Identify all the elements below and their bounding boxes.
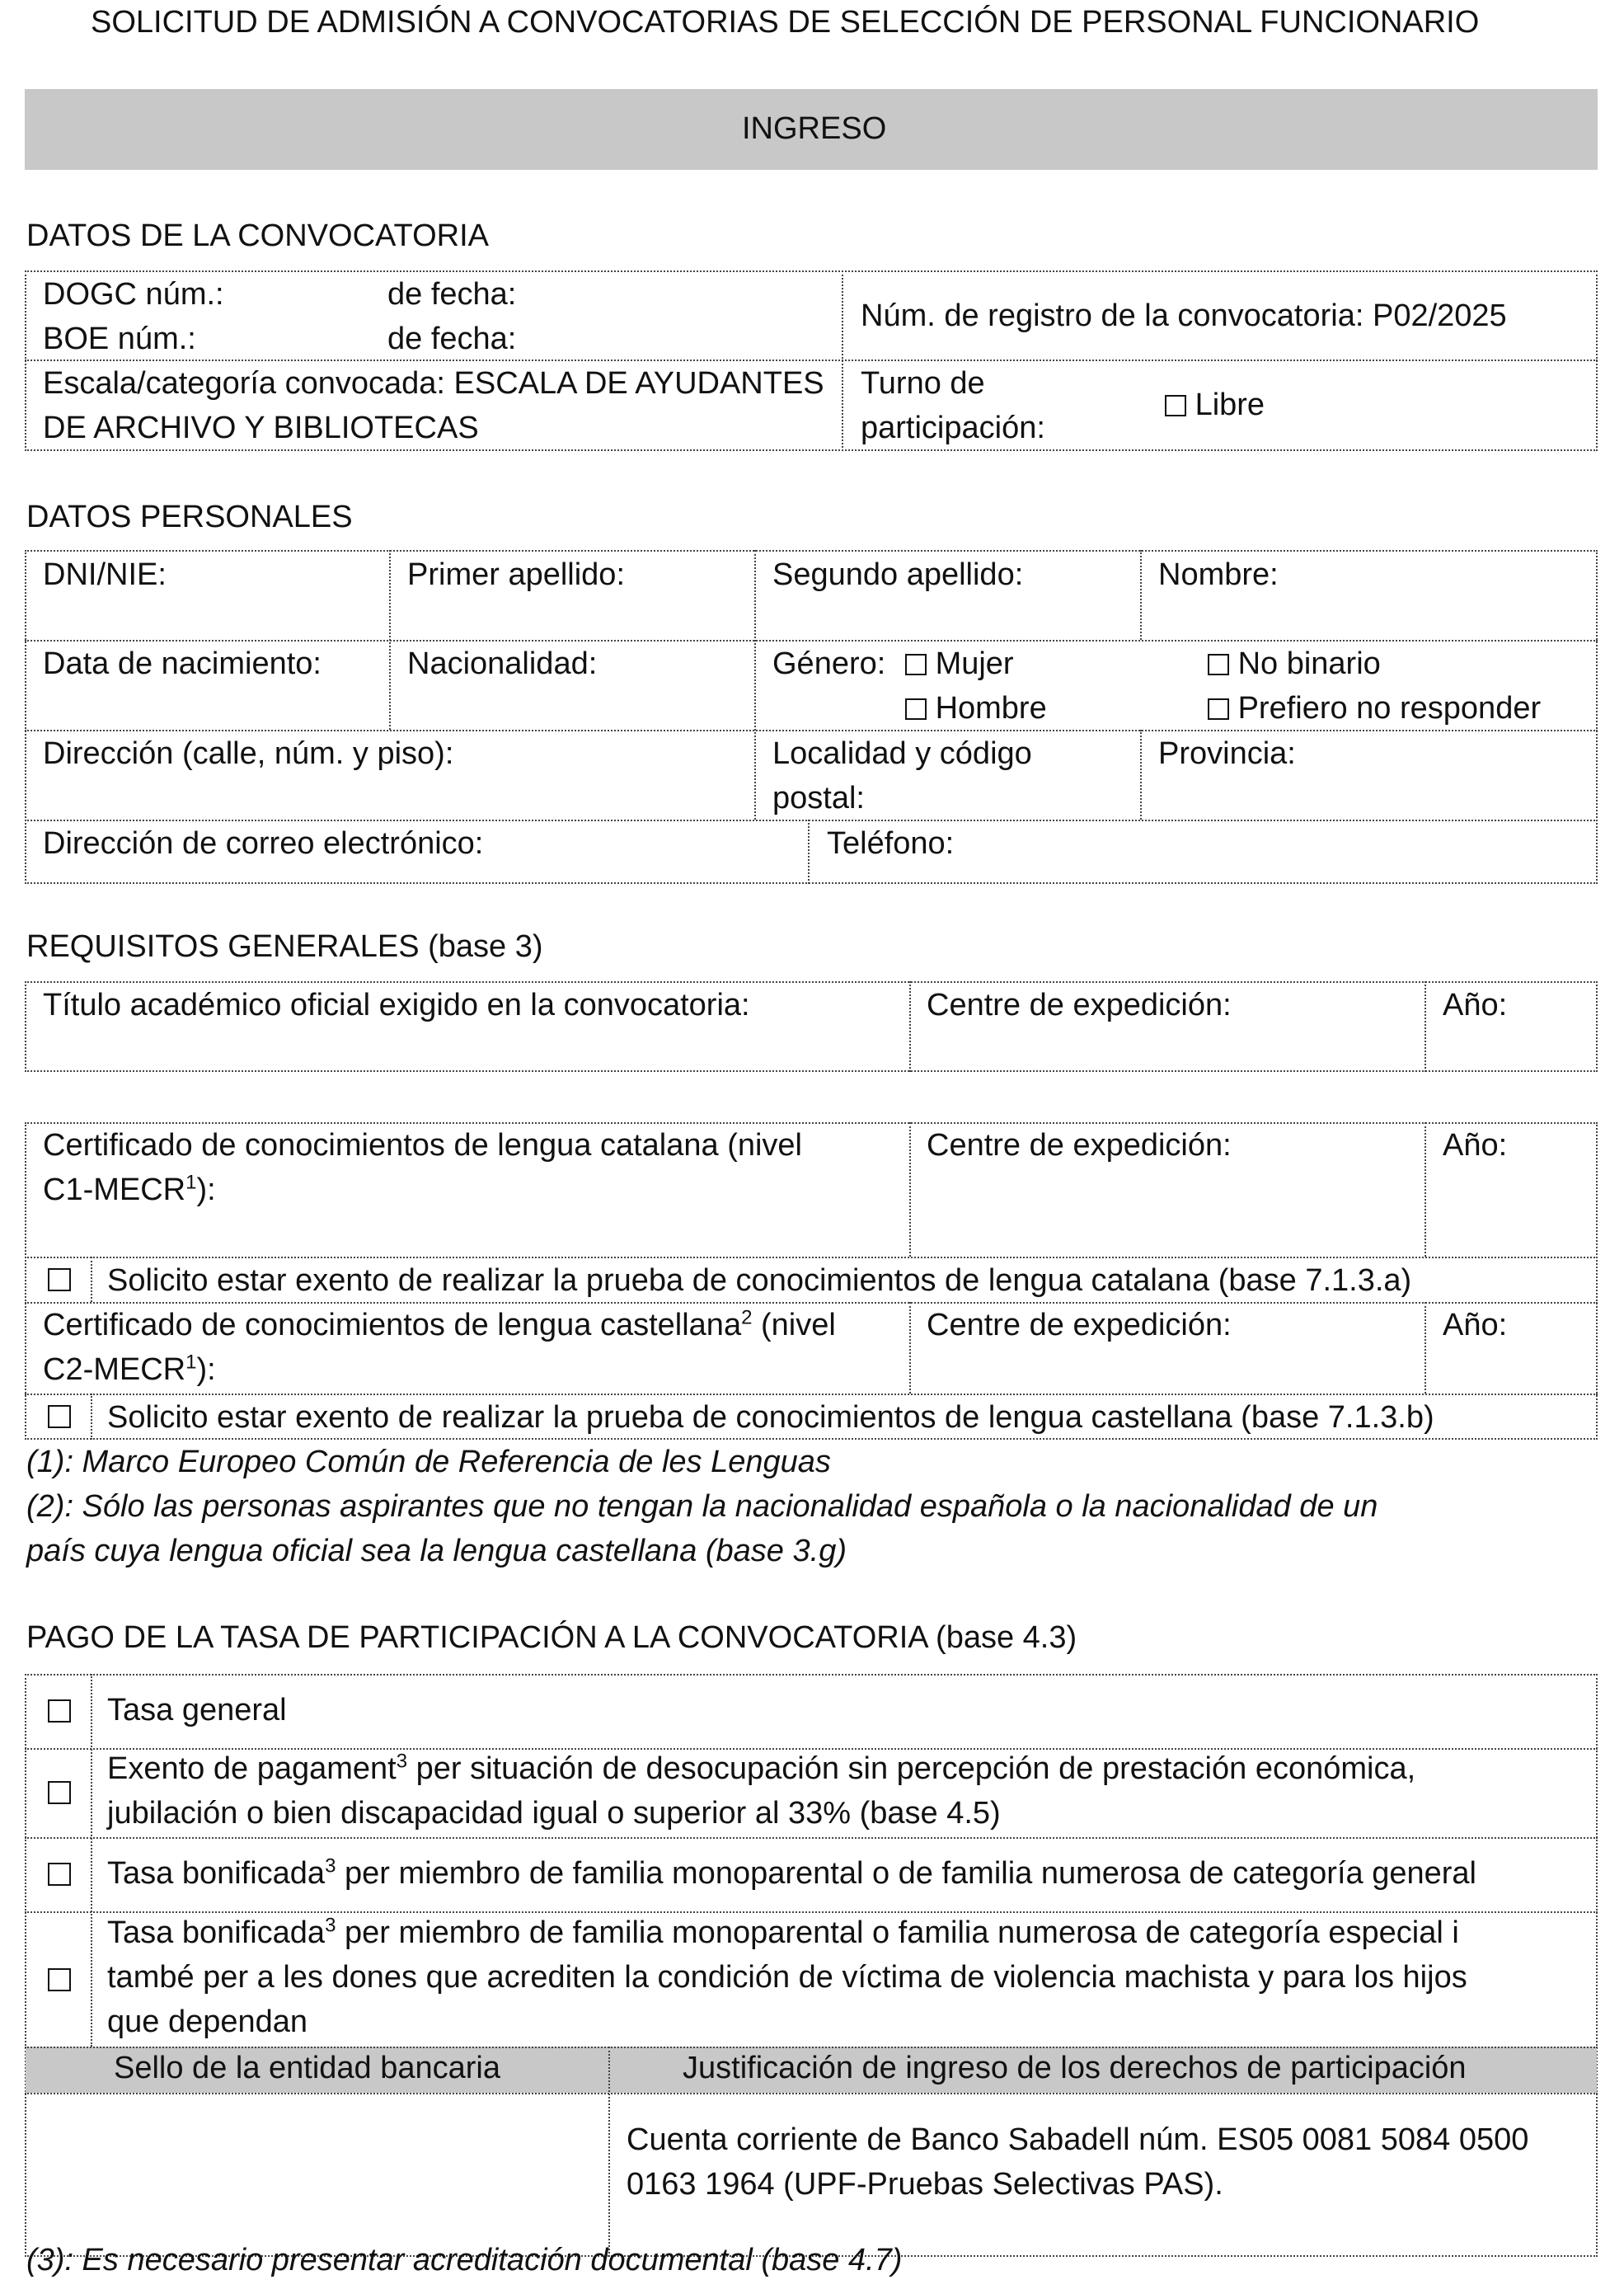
hombre-checkbox[interactable]	[905, 698, 927, 720]
escala-line2: DE ARCHIVO Y BIBLIOTECAS	[43, 411, 479, 445]
catalana-line1: Certificado de conocimientos de lengua catalana (nivel	[43, 1128, 802, 1163]
turno-label-line2: participación:	[861, 411, 1045, 445]
castellana-ano-field[interactable]: Año:	[1443, 1308, 1508, 1342]
direccion-field[interactable]: Dirección (calle, núm. y piso):	[43, 736, 454, 771]
localidad-field-line1[interactable]: Localidad y código	[772, 736, 1032, 771]
segundo-apellido-field[interactable]: Segundo apellido:	[772, 557, 1024, 592]
no-binario-label: No binario	[1237, 646, 1381, 681]
titulo-centre-field[interactable]: Centre de expedición:	[927, 988, 1232, 1022]
exento-catalana-checkbox[interactable]	[48, 1268, 71, 1291]
titulo-ano-field[interactable]: Año:	[1443, 988, 1508, 1022]
bonificada-general-checkbox[interactable]	[48, 1863, 71, 1886]
hombre-label: Hombre	[935, 691, 1047, 726]
nacionalidad-field[interactable]: Nacionalidad:	[407, 646, 598, 681]
exento-castellana-checkbox[interactable]	[48, 1405, 71, 1428]
genero-prefiero-option[interactable]	[1208, 691, 1541, 727]
nacimiento-field[interactable]: Data de nacimiento:	[43, 646, 322, 681]
prefiero-label: Prefiero no responder	[1237, 691, 1542, 726]
section-convocatoria-heading: DATOS DE LA CONVOCATORIA	[26, 219, 489, 253]
genero-mujer-option[interactable]	[905, 646, 1014, 683]
section-personales-heading: DATOS PERSONALES	[26, 500, 353, 534]
exento-catalana-label: Solicito estar exento de realizar la prueba de conocimientos de lengua catalana (base 7.1.3.a)	[107, 1263, 1412, 1298]
cuenta-line1: Cuenta corriente de Banco Sabadell núm. ES05 0081 5084 0500	[627, 2122, 1529, 2157]
exento-pago-checkbox[interactable]	[48, 1781, 71, 1804]
sello-header: Sello de la entidad bancaria	[114, 2051, 501, 2085]
bonificada-especial-checkbox[interactable]	[48, 1968, 71, 1991]
turno-label-line1: Turno de	[861, 366, 985, 401]
sello-area[interactable]	[26, 2094, 608, 2255]
bonificada-especial-line2: també per a les dones que acrediten la condición de víctima de violencia machista y para los hijos	[107, 1960, 1467, 1995]
libre-checkbox[interactable]	[1165, 395, 1186, 416]
bonificada-especial-line1: Tasa bonificada$^3$ per miembro de familia monoparental o familia numerosa de categoría especial i	[107, 1914, 1459, 1950]
escala-line1: Escala/categoría convocada: ESCALA DE AYUDANTES	[43, 366, 824, 401]
castellana-line2: C2-MECR$^1$):	[43, 1351, 216, 1387]
genero-no-binario-option[interactable]	[1208, 646, 1381, 683]
exento-castellana-label: Solicito estar exento de realizar la prueba de conocimientos de lengua castellana (base 7.1.3.b)	[107, 1400, 1434, 1435]
dogc-label[interactable]: DOGC núm.:	[43, 277, 224, 312]
banner-label: INGRESO	[742, 111, 887, 146]
bonificada-general-label: Tasa bonificada$^3$ per miembro de familia monoparental o de familia numerosa de categoría general	[107, 1854, 1476, 1891]
catalana-centre-field[interactable]: Centre de expedición:	[927, 1128, 1232, 1163]
castellana-centre-field[interactable]: Centre de expedición:	[927, 1308, 1232, 1342]
no-binario-checkbox[interactable]	[1208, 654, 1229, 675]
footnote-3: (3): Es necesario presentar acreditación documental (base 4.7)	[26, 2243, 903, 2277]
titulo-field[interactable]: Título académico oficial exigido en la convocatoria:	[43, 988, 750, 1022]
boe-date-label[interactable]: de fecha:	[387, 322, 517, 356]
dogc-date-label[interactable]: de fecha:	[387, 277, 517, 312]
cuenta-line2: 0163 1964 (UPF-Pruebas Selectivas PAS).	[627, 2167, 1223, 2202]
exento-pago-line1: Exento de pagament$^3$ per situación de desocupación sin percepción de prestación económica,	[107, 1750, 1416, 1786]
section-pago-heading: PAGO DE LA TASA DE PARTICIPACIÓN A LA CONVOCATORIA (base 4.3)	[26, 1620, 1077, 1655]
correo-field[interactable]: Dirección de correo electrónico:	[43, 826, 484, 861]
catalana-ano-field[interactable]: Año:	[1443, 1128, 1508, 1163]
page-title: SOLICITUD DE ADMISIÓN A CONVOCATORIAS DE SELECCIÓN DE PERSONAL FUNCIONARIO	[91, 5, 1480, 40]
footnote-2-line2: país cuya lengua oficial sea la lengua castellana (base 3.g)	[26, 1534, 847, 1568]
prefiero-checkbox[interactable]	[1208, 698, 1229, 720]
mujer-label: Mujer	[935, 646, 1014, 681]
telefono-field[interactable]: Teléfono:	[827, 826, 955, 861]
mujer-checkbox[interactable]	[905, 654, 927, 675]
tasa-general-checkbox[interactable]	[48, 1699, 71, 1723]
catalana-line2: C1-MECR$^1$):	[43, 1171, 216, 1207]
castellana-line1: Certificado de conocimientos de lengua castellana$^2$ (nivel	[43, 1306, 836, 1342]
justificacion-header: Justificación de ingreso de los derechos de participación	[683, 2051, 1467, 2085]
footnote-1: (1): Marco Europeo Común de Referencia de les Lenguas	[26, 1445, 831, 1479]
registro-number: Núm. de registro de la convocatoria: P02/2025	[861, 298, 1507, 333]
bonificada-especial-line3: que dependan	[107, 2005, 308, 2039]
localidad-field-line2[interactable]: postal:	[772, 781, 865, 815]
genero-label: Género:	[772, 646, 886, 681]
boe-label[interactable]: BOE núm.:	[43, 322, 196, 356]
genero-hombre-option[interactable]	[905, 691, 1047, 727]
primer-apellido-field[interactable]: Primer apellido:	[407, 557, 625, 592]
nombre-field[interactable]: Nombre:	[1158, 557, 1279, 592]
turno-libre-option[interactable]	[1165, 388, 1265, 424]
section-requisitos-heading: REQUISITOS GENERALES (base 3)	[26, 929, 543, 964]
exento-pago-line2: jubilación o bien discapacidad igual o superior al 33% (base 4.5)	[107, 1796, 1001, 1831]
provincia-field[interactable]: Provincia:	[1158, 736, 1296, 771]
footnote-2-line1: (2): Sólo las personas aspirantes que no tengan la nacionalidad española o la nacionalidad de un	[26, 1489, 1378, 1524]
libre-label: Libre	[1195, 388, 1265, 422]
dni-field[interactable]: DNI/NIE:	[43, 557, 167, 592]
tasa-general-label: Tasa general	[107, 1693, 287, 1727]
